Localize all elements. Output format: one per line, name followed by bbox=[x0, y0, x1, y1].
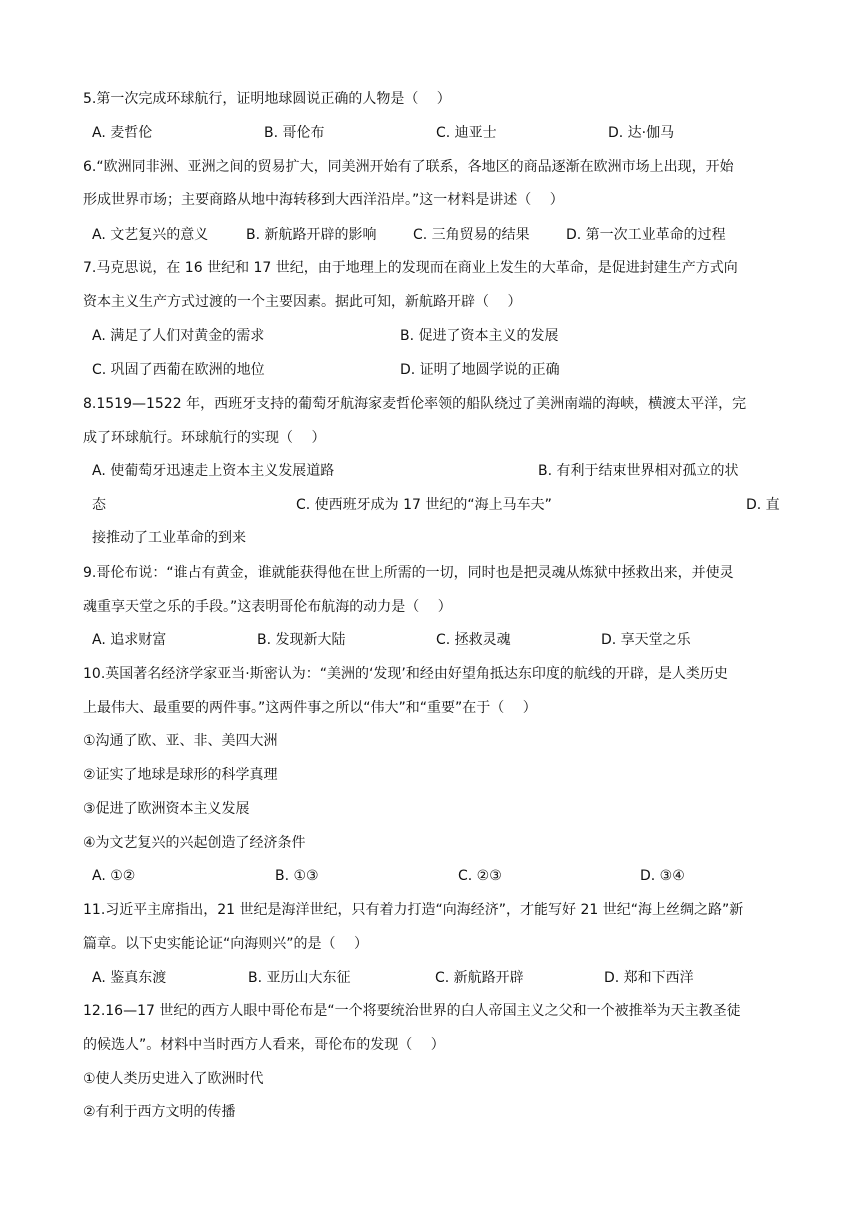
q10-item-4: ④为文艺复兴的兴起创造了经济条件 bbox=[83, 835, 306, 851]
q5-option-a: A. 麦哲伦 bbox=[92, 125, 153, 141]
q12-stem-line1: 12.16—17 世纪的西方人眼中哥伦布是“一个将要统治世界的白人帝国主义之父和一个被推举为天主教圣徒 bbox=[83, 1003, 741, 1019]
q8-stem-line1: 8.1519—1522 年，西班牙支持的葡萄牙航海家麦哲伦率领的船队绕过了美洲南端的海峡，横渡太平洋，完 bbox=[83, 396, 747, 412]
q10-option-d: D. ③④ bbox=[640, 868, 685, 884]
q8-option-d: D. 直 bbox=[746, 497, 780, 513]
q10-option-b: B. ①③ bbox=[275, 868, 319, 884]
q5-option-d: D. 达·伽马 bbox=[608, 125, 675, 141]
q10-option-a: A. ①② bbox=[92, 868, 136, 884]
q12-item-2: ②有利于西方文明的传播 bbox=[83, 1104, 236, 1120]
q12-stem-line2: 的候选人”。材料中当时西方人看来，哥伦布的发现（ ） bbox=[83, 1037, 445, 1053]
q10-option-c: C. ②③ bbox=[458, 868, 502, 884]
q11-stem-line1: 11.习近平主席指出，21 世纪是海洋世纪，只有着力打造“向海经济”，才能写好 21 世纪“海上丝绸之路”新 bbox=[83, 902, 744, 918]
q8-option-b-cont: 态 bbox=[92, 497, 106, 513]
q11-option-c: C. 新航路开辟 bbox=[435, 970, 524, 986]
q6-option-c: C. 三角贸易的结果 bbox=[413, 227, 530, 243]
q8-option-b: B. 有利于结束世界相对孤立的状 bbox=[538, 463, 739, 479]
q7-stem-line1: 7.马克思说，在 16 世纪和 17 世纪，由于地理上的发现而在商业上发生的大革命，是促进封建生产方式向 bbox=[83, 260, 738, 276]
q10-stem-line2: 上最伟大、最重要的两件事。”这两件事之所以“伟大”和“重要”在于（ ） bbox=[83, 700, 537, 716]
q7-option-d: D. 证明了地圆学说的正确 bbox=[400, 362, 560, 378]
q9-option-c: C. 拯救灵魂 bbox=[436, 632, 511, 648]
q8-option-a: A. 使葡萄牙迅速走上资本主义发展道路 bbox=[92, 463, 335, 479]
q11-option-d: D. 郑和下西洋 bbox=[604, 970, 694, 986]
q10-item-2: ②证实了地球是球形的科学真理 bbox=[83, 767, 278, 783]
q9-option-d: D. 享天堂之乐 bbox=[601, 632, 691, 648]
q10-item-3: ③促进了欧洲资本主义发展 bbox=[83, 801, 250, 817]
q9-option-b: B. 发现新大陆 bbox=[257, 632, 346, 648]
q10-stem-line1: 10.英国著名经济学家亚当·斯密认为：“美洲的‘发现’和经由好望角抵达东印度的航线的开辟，是人类历史 bbox=[83, 666, 728, 682]
q7-stem-line2: 资本主义生产方式过渡的一个主要因素。据此可知，新航路开辟（ ） bbox=[83, 294, 522, 310]
q12-item-1: ①使人类历史进入了欧洲时代 bbox=[83, 1071, 264, 1087]
q6-stem-line1: 6.“欧洲同非洲、亚洲之间的贸易扩大，同美洲开始有了联系，各地区的商品逐渐在欧洲市场上出现，开始 bbox=[83, 159, 734, 175]
q7-option-b: B. 促进了资本主义的发展 bbox=[400, 328, 559, 344]
q8-option-d-cont: 接推动了工业革命的到来 bbox=[92, 530, 246, 546]
q6-stem-line2: 形成世界市场；主要商路从地中海转移到大西洋沿岸。”这一材料是讲述（ ） bbox=[83, 192, 564, 208]
q8-option-c: C. 使西班牙成为 17 世纪的“海上马车夫” bbox=[296, 497, 552, 513]
q6-option-a: A. 文艺复兴的意义 bbox=[92, 227, 209, 243]
q11-option-a: A. 鉴真东渡 bbox=[92, 970, 167, 986]
q11-stem-line2: 篇章。以下史实能论证“向海则兴”的是（ ） bbox=[83, 936, 368, 952]
q9-stem-line2: 魂重享天堂之乐的手段。”这表明哥伦布航海的动力是（ ） bbox=[83, 599, 452, 615]
q11-option-b: B. 亚历山大东征 bbox=[248, 970, 351, 986]
q9-stem-line1: 9.哥伦布说：“谁占有黄金，谁就能获得他在世上所需的一切，同时也是把灵魂从炼狱中拯救出来，并使灵 bbox=[83, 565, 734, 581]
q7-option-a: A. 满足了人们对黄金的需求 bbox=[92, 328, 265, 344]
q7-option-c: C. 巩固了西葡在欧洲的地位 bbox=[92, 362, 265, 378]
q6-option-b: B. 新航路开辟的影响 bbox=[246, 227, 377, 243]
q5-option-b: B. 哥伦布 bbox=[264, 125, 325, 141]
q9-option-a: A. 追求财富 bbox=[92, 632, 167, 648]
q5-stem: 5.第一次完成环球航行，证明地球圆说正确的人物是（ ） bbox=[83, 91, 451, 107]
q8-stem-line2: 成了环球航行。环球航行的实现（ ） bbox=[83, 430, 326, 446]
q10-item-1: ①沟通了欧、亚、非、美四大洲 bbox=[83, 733, 278, 749]
q5-option-c: C. 迪亚士 bbox=[436, 125, 497, 141]
q6-option-d: D. 第一次工业革命的过程 bbox=[566, 227, 726, 243]
